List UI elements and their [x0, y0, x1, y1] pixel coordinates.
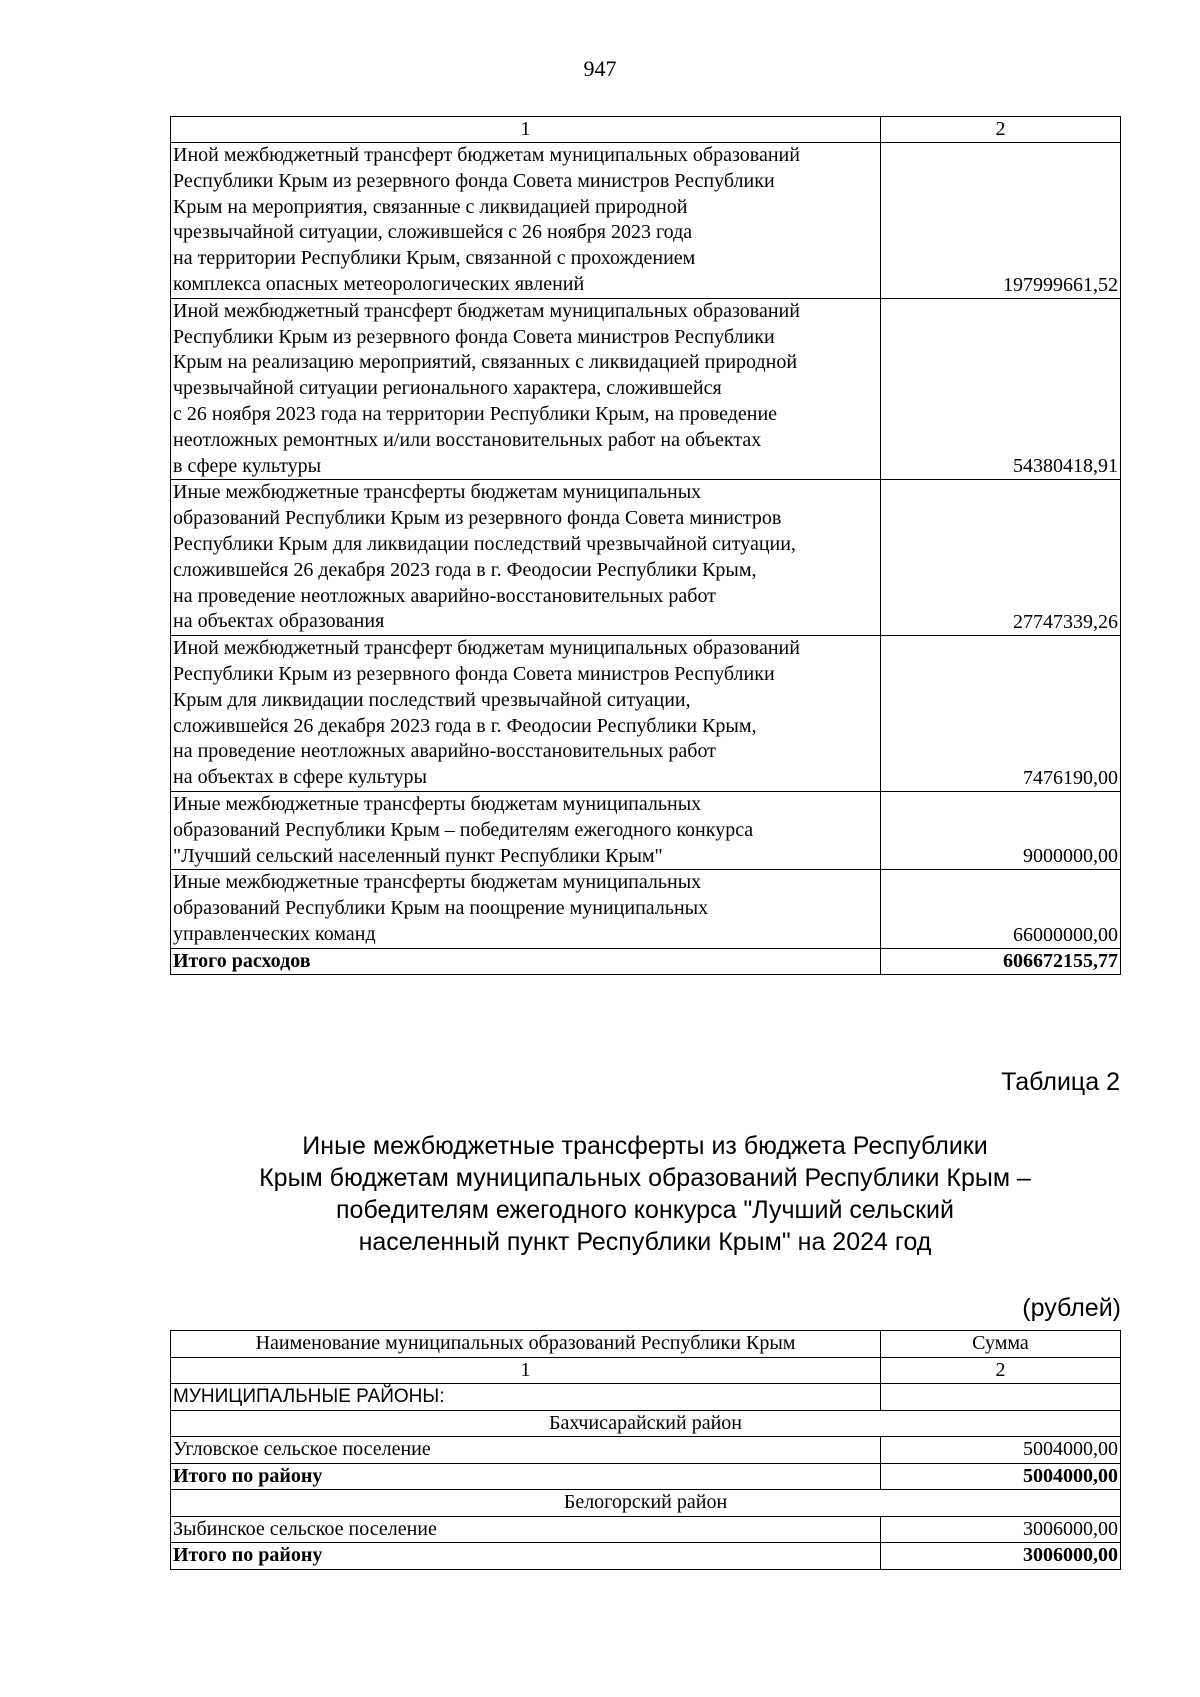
- row-amount: 9000000,00: [881, 791, 1121, 869]
- district-total-label: Итого по району: [171, 1543, 881, 1570]
- column-header-name: Наименование муниципальных образований Республики Крым: [171, 1331, 881, 1358]
- district-total-amount: 5004000,00: [881, 1463, 1121, 1490]
- settlement-name: Зыбинское сельское поселение: [171, 1516, 881, 1543]
- table2-label: Таблица 2: [1001, 1068, 1120, 1096]
- district-name: Бахчисарайский район: [171, 1410, 1121, 1437]
- table-row: [171, 791, 1121, 869]
- row-description: Иные межбюджетные трансферты бюджетам муниципальных образований Республики Крым из резервного фонда Совета министров Республики Крым для ликвидации последствий чрезвычайной ситуации, сложившейся 26 декабря 2023 года в г. Феодосии Республики Крым, на проведение неотложных аварийно-восстановительных работ на объектах образования: [171, 480, 881, 636]
- table-number-row: [171, 1357, 1121, 1384]
- page-number: 947: [583, 56, 617, 81]
- column-number-1: 1: [171, 117, 881, 143]
- row-amount: 197999661,52: [881, 143, 1121, 299]
- district-total-amount: 3006000,00: [881, 1543, 1121, 1570]
- district-row: [171, 1490, 1121, 1517]
- table-row: [171, 870, 1121, 948]
- row-amount: 54380418,91: [881, 298, 1121, 480]
- table-row: [171, 298, 1121, 480]
- table-row: [171, 636, 1121, 792]
- district-total-row: [171, 1543, 1121, 1570]
- district-row: [171, 1410, 1121, 1437]
- row-description: Иные межбюджетные трансферты бюджетам муниципальных образований Республики Крым – победителям ежегодного конкурса "Лучший сельский населенный пункт Республики Крым": [171, 791, 881, 869]
- district-total-row: [171, 1463, 1121, 1490]
- expenses-table: [170, 116, 1121, 975]
- total-row: [171, 948, 1121, 974]
- column-header-sum: Сумма: [881, 1331, 1121, 1358]
- table-header-row: [171, 117, 1121, 143]
- row-description: Иной межбюджетный трансферт бюджетам муниципальных образований Республики Крым из резервного фонда Совета министров Республики Крым для ликвидации последствий чрезвычайной ситуации, сложившейся 26 декабря 2023 года в г. Феодосии Республики Крым, на проведение неотложных аварийно-восстановительных работ на объектах в сфере культуры: [171, 636, 881, 792]
- table-row: [171, 1437, 1121, 1464]
- table2-unit: (рублей): [1022, 1294, 1121, 1322]
- table-header-row: [171, 1331, 1121, 1358]
- table-row: [171, 1516, 1121, 1543]
- table-row: [171, 480, 1121, 636]
- row-description: Иной межбюджетный трансферт бюджетам муниципальных образований Республики Крым из резервного фонда Совета министров Республики Крым на реализацию мероприятий, связанных с ликвидацией природной чрезвычайной ситуации регионального характера, сложившейся с 26 ноября 2023 года на территории Республики Крым, на проведение неотложных ремонтных и/или восстановительных работ на объектах в сфере культуры: [171, 298, 881, 480]
- column-number-2: 2: [881, 117, 1121, 143]
- section-row: [171, 1384, 1121, 1411]
- column-number-2: 2: [881, 1357, 1121, 1384]
- winners-table: [170, 1330, 1121, 1570]
- district-name: Белогорский район: [171, 1490, 1121, 1517]
- district-total-label: Итого по району: [171, 1463, 881, 1490]
- empty-cell: [881, 1384, 1121, 1411]
- row-description: Иной межбюджетный трансферт бюджетам муниципальных образований Республики Крым из резервного фонда Совета министров Республики Крым на мероприятия, связанные с ликвидацией природной чрезвычайной ситуации, сложившейся с 26 ноября 2023 года на территории Республики Крым, связанной с прохождением комплекса опасных метеорологических явлений: [171, 143, 881, 299]
- total-label: Итого расходов: [171, 948, 881, 974]
- row-description: Иные межбюджетные трансферты бюджетам муниципальных образований Республики Крым на поощрение муниципальных управленческих команд: [171, 870, 881, 948]
- section-heading: МУНИЦИПАЛЬНЫЕ РАЙОНЫ:: [171, 1384, 881, 1411]
- table-row: [171, 143, 1121, 299]
- table2-title: Иные межбюджетные трансферты из бюджета Республики Крым бюджетам муниципальных образований Республики Крым – победителям ежегодного конкурса "Лучший сельский населенный пункт Республики Крым" на 2024 год: [259, 1132, 1031, 1256]
- row-amount: 66000000,00: [881, 870, 1121, 948]
- row-amount: 7476190,00: [881, 636, 1121, 792]
- settlement-amount: 5004000,00: [881, 1437, 1121, 1464]
- total-amount: 606672155,77: [881, 948, 1121, 974]
- settlement-amount: 3006000,00: [881, 1516, 1121, 1543]
- settlement-name: Угловское сельское поселение: [171, 1437, 881, 1464]
- row-amount: 27747339,26: [881, 480, 1121, 636]
- column-number-1: 1: [171, 1357, 881, 1384]
